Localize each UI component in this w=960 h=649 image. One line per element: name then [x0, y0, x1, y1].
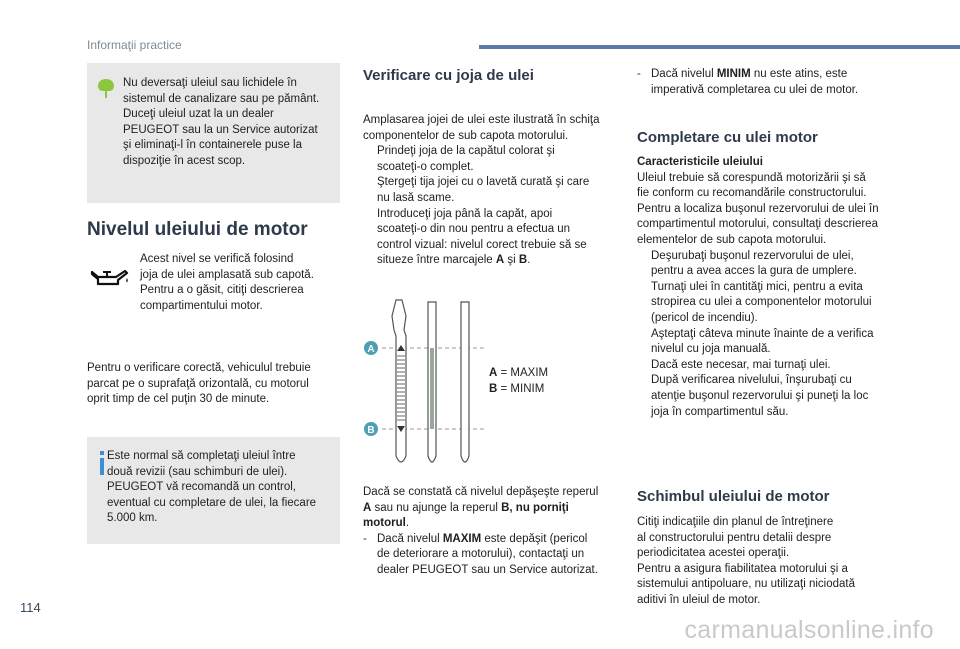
- dipstick-step-cont: situeze între marcajele A şi B.: [377, 254, 531, 267]
- eco-note-line: Duceţi uleiul uzat la un dealer: [123, 108, 274, 121]
- oil-check-line: Pentru o verificare corectă, vehiculul trebuie: [87, 362, 311, 374]
- dash-symbol: -: [637, 68, 641, 80]
- page-number: 114: [20, 600, 41, 615]
- topup-step-cont: nivelul cu joja manuală.: [651, 343, 771, 356]
- topup-step-cont: pentru a avea acces la gura de umplere.: [651, 265, 857, 278]
- topup-step: Dacă este necesar, mai turnaţi ulei.: [651, 358, 831, 371]
- oil-change-text: [637, 515, 907, 609]
- oil-change-line: al constructorului pentru detalii despre: [637, 531, 832, 544]
- topup-step: După verificarea nivelului, înşurubaţi cu: [651, 374, 852, 387]
- marker-a-label: A: [367, 344, 375, 355]
- dipstick-tube-right: [461, 302, 469, 462]
- topup-step: Aşteptaţi câteva minute înainte de a verifica: [651, 327, 874, 340]
- dipstick-step-cont: nu lasă scame.: [377, 191, 455, 204]
- oil-level-fill: [430, 348, 434, 429]
- legend-min: B = MINIM: [489, 382, 545, 395]
- oil-change-line: Pentru a asigura fiabilitatea motorului şi a: [637, 562, 848, 575]
- info-note-line: două revizii (sau schimburi de ulei).: [107, 465, 288, 478]
- topup-step-cont: (pericol de incendiu).: [651, 311, 758, 324]
- dash-symbol: -: [363, 532, 367, 545]
- dipstick-step: Prindeţi joja de la capătul colorat şi: [377, 145, 555, 158]
- oil-change-line: Citiţi indicaţiile din planul de întreţinere: [637, 516, 834, 528]
- oil-level-title: Nivelul uleiului de motor: [87, 219, 308, 240]
- oil-change-line: aditivi în uleiul de motor.: [637, 593, 761, 606]
- exceed-item-cont: de deteriorare a motorului), contactaţi un: [377, 548, 585, 561]
- info-note-line: eventual cu completare de ulei, la fiecare: [107, 496, 317, 509]
- minim-warning: [637, 67, 907, 98]
- topup-instructions: [637, 155, 907, 420]
- dipstick-step-cont: scoateţi-o complet.: [377, 160, 474, 173]
- dipstick-illustration: [360, 296, 490, 471]
- topup-title: Completare cu ulei motor: [637, 129, 818, 146]
- oil-level-intro: [140, 252, 340, 314]
- char-line: Pentru a localiza buşonul rezervorului de ulei în: [637, 202, 879, 215]
- char-line: Uleiul trebuie să corespundă motorizării şi să: [637, 171, 866, 184]
- dipstick-blade: [392, 300, 406, 462]
- info-note-line: 5.000 km.: [107, 512, 158, 525]
- exceed-line: A sau nu ajunge la reperul B, nu porniţi: [363, 501, 569, 514]
- exceed-line: Dacă se constată că nivelul depăşeşte reperul: [363, 486, 599, 498]
- minim-item-cont: imperativă completarea cu ulei de motor.: [651, 83, 859, 96]
- oil-check-line: oprit timp de cel puţin 30 de minute.: [87, 393, 270, 406]
- dipstick-step: Ştergeţi tija jojei cu o lavetă curată şi care: [377, 176, 590, 189]
- oil-characteristics-heading: Caracteristicile uleiului: [637, 156, 763, 168]
- dipstick-title: Verificare cu joja de ulei: [363, 67, 534, 84]
- info-note-line: Este normal să completaţi uleiul între: [107, 450, 296, 462]
- eco-note-line: Nu deversaţi uleiul sau lichidele în: [123, 77, 297, 89]
- char-line: fie conform cu recomandările constructorului.: [637, 187, 867, 200]
- dipstick-step-cont: scoateţi-o din nou pentru a efectua un: [377, 223, 571, 236]
- eco-leaf-icon: [95, 77, 117, 101]
- exceed-warning: [363, 485, 618, 579]
- topup-step-cont: joja în compartimentul său.: [651, 405, 789, 418]
- eco-note-text: [123, 76, 338, 170]
- dipstick-intro-line: componentelor de sub capota motorului.: [363, 129, 569, 142]
- oil-check-line: parcat pe o suprafaţă orizontală, cu motorul: [87, 377, 309, 390]
- oil-level-intro-line: joja de ulei amplasată sub capotă.: [140, 268, 314, 281]
- minim-item: - Dacă nivelul MINIM nu este atins, este: [637, 67, 907, 83]
- dipstick-step-cont: control vizual: nivelul corect trebuie să se: [377, 238, 587, 251]
- info-note-text: [107, 449, 339, 527]
- dipstick-intro-line: Amplasarea jojei de ulei este ilustrată în schiţa: [363, 114, 600, 126]
- exceed-item: - Dacă nivelul MAXIM este depăşit (pericol: [363, 532, 618, 548]
- oil-change-line: periodicitatea acestei operaţii.: [637, 547, 790, 560]
- char-line: compartimentul motorului, consultaţi descrierea: [637, 218, 878, 231]
- oil-change-line: sistemului antipoluare, nu utilizaţi niciodată: [637, 578, 855, 591]
- oil-level-intro-line: compartimentului motor.: [140, 299, 263, 312]
- oil-change-title: Schimbul uleiului de motor: [637, 488, 830, 505]
- topup-step: Deşurubaţi buşonul rezervorului de ulei,: [651, 249, 854, 262]
- eco-note-line: şi eliminaţi-l în containerele puse la: [123, 139, 302, 152]
- oil-level-warning-icon: [89, 266, 131, 288]
- exceed-item-cont: dealer PEUGEOT sau un Service autorizat.: [377, 563, 598, 576]
- oil-check-paragraph: [87, 361, 347, 408]
- eco-note-line: PEUGEOT sau la un Service autorizat: [123, 123, 318, 136]
- char-line: elementelor de sub capota motorului.: [637, 233, 827, 246]
- info-note-box: [87, 437, 340, 544]
- topup-step: Turnaţi ulei în cantităţi mici, pentru a evita: [651, 280, 863, 293]
- header-accent-bar: [479, 45, 960, 49]
- exceed-line: motorul.: [363, 517, 410, 530]
- eco-note-line: sistemul de canalizare sau pe pământ.: [123, 92, 320, 105]
- oil-level-intro-line: Pentru a o găsit, citiţi descrierea: [140, 284, 304, 297]
- oil-level-intro-line: Acest nivel se verifică folosind: [140, 253, 294, 265]
- topup-step-cont: atenţie buşonul rezervorului şi puneţi la loc: [651, 389, 869, 402]
- topup-step-cont: stropirea cu ulei a componentelor motorului: [651, 296, 872, 309]
- eco-note-box: [87, 63, 340, 203]
- eco-note-line: dispoziţie în acest scop.: [123, 154, 246, 167]
- section-label: Informaţii practice: [87, 38, 182, 52]
- dipstick-legend: [489, 366, 609, 397]
- dipstick-instructions: [363, 113, 618, 269]
- dipstick-step: Introduceţi joja până la capăt, apoi: [377, 207, 553, 220]
- marker-b-label: B: [367, 425, 375, 436]
- info-note-line: PEUGEOT vă recomandă un control,: [107, 481, 296, 494]
- legend-max: A = MAXIM: [489, 367, 549, 379]
- watermark-text: carmanualsonline.info: [684, 616, 934, 644]
- info-icon: [97, 451, 107, 475]
